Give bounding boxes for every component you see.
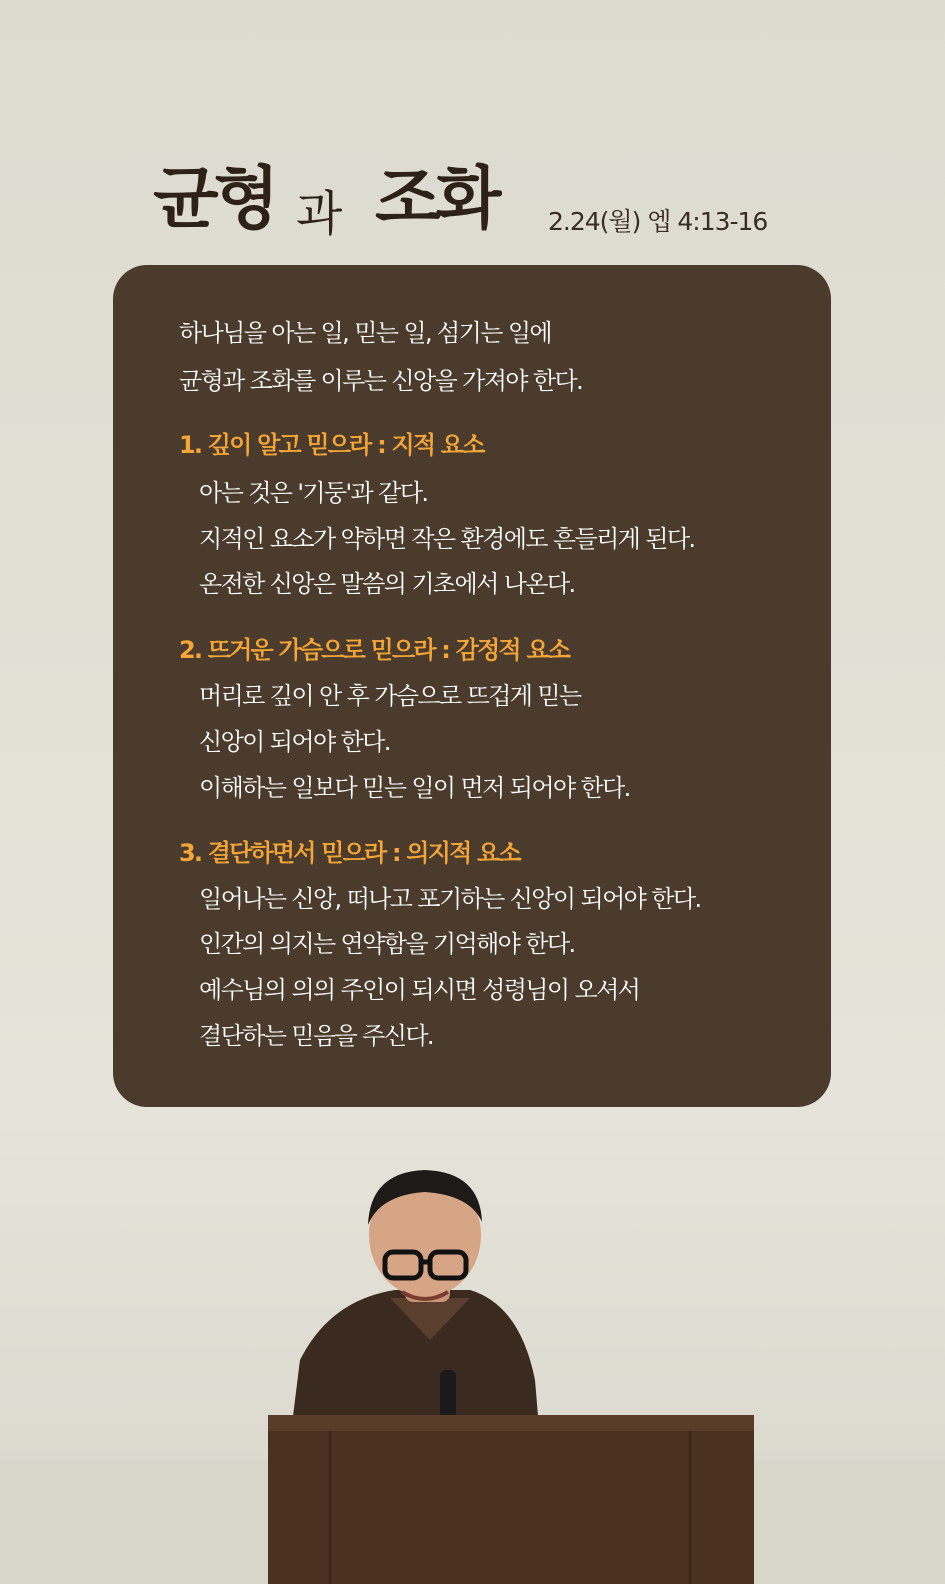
title-word-balance: 균형 xyxy=(153,160,275,239)
intro-line: 하나님을 아는 일, 믿는 일, 섬기는 일에 xyxy=(179,319,551,347)
section-line: 결단하는 믿음을 주신다. xyxy=(199,1022,433,1050)
section-line: 머리로 깊이 안 후 가슴으로 뜨겁게 믿는 xyxy=(199,682,581,710)
title-word-and: 과 xyxy=(296,186,341,242)
section-line: 온전한 신앙은 말씀의 기초에서 나온다. xyxy=(199,570,575,598)
section-line: 이해하는 일보다 믿는 일이 먼저 되어야 한다. xyxy=(199,774,630,802)
sermon-title xyxy=(153,150,853,250)
title-word-harmony: 조화 xyxy=(375,160,497,239)
section-line: 인간의 의지는 연약함을 기억해야 한다. xyxy=(199,930,575,958)
intro-line: 균형과 조화를 이루는 신앙을 가져야 한다. xyxy=(179,367,583,395)
section-line: 아는 것은 '기둥'과 같다. xyxy=(199,479,428,507)
section-heading-volitional: 3. 결단하면서 믿으라 : 의지적 요소 xyxy=(179,839,520,867)
preacher-at-podium-photo xyxy=(0,1140,945,1584)
sermon-summary-card xyxy=(113,265,831,1107)
section-line: 일어나는 신앙, 떠나고 포기하는 신앙이 되어야 한다. xyxy=(199,885,701,913)
section-heading-intellectual: 1. 깊이 알고 믿으라 : 지적 요소 xyxy=(179,431,484,459)
section-line: 예수님의 의의 주인이 되시면 성령님이 오셔서 xyxy=(199,976,640,1004)
section-heading-emotional: 2. 뜨거운 가슴으로 믿으라 : 감정적 요소 xyxy=(179,636,570,664)
section-line: 지적인 요소가 약하면 작은 환경에도 흔들리게 된다. xyxy=(199,525,695,553)
section-line: 신앙이 되어야 한다. xyxy=(199,728,390,756)
scripture-reference: 2.24(월) 엡 4:13-16 xyxy=(548,207,768,236)
